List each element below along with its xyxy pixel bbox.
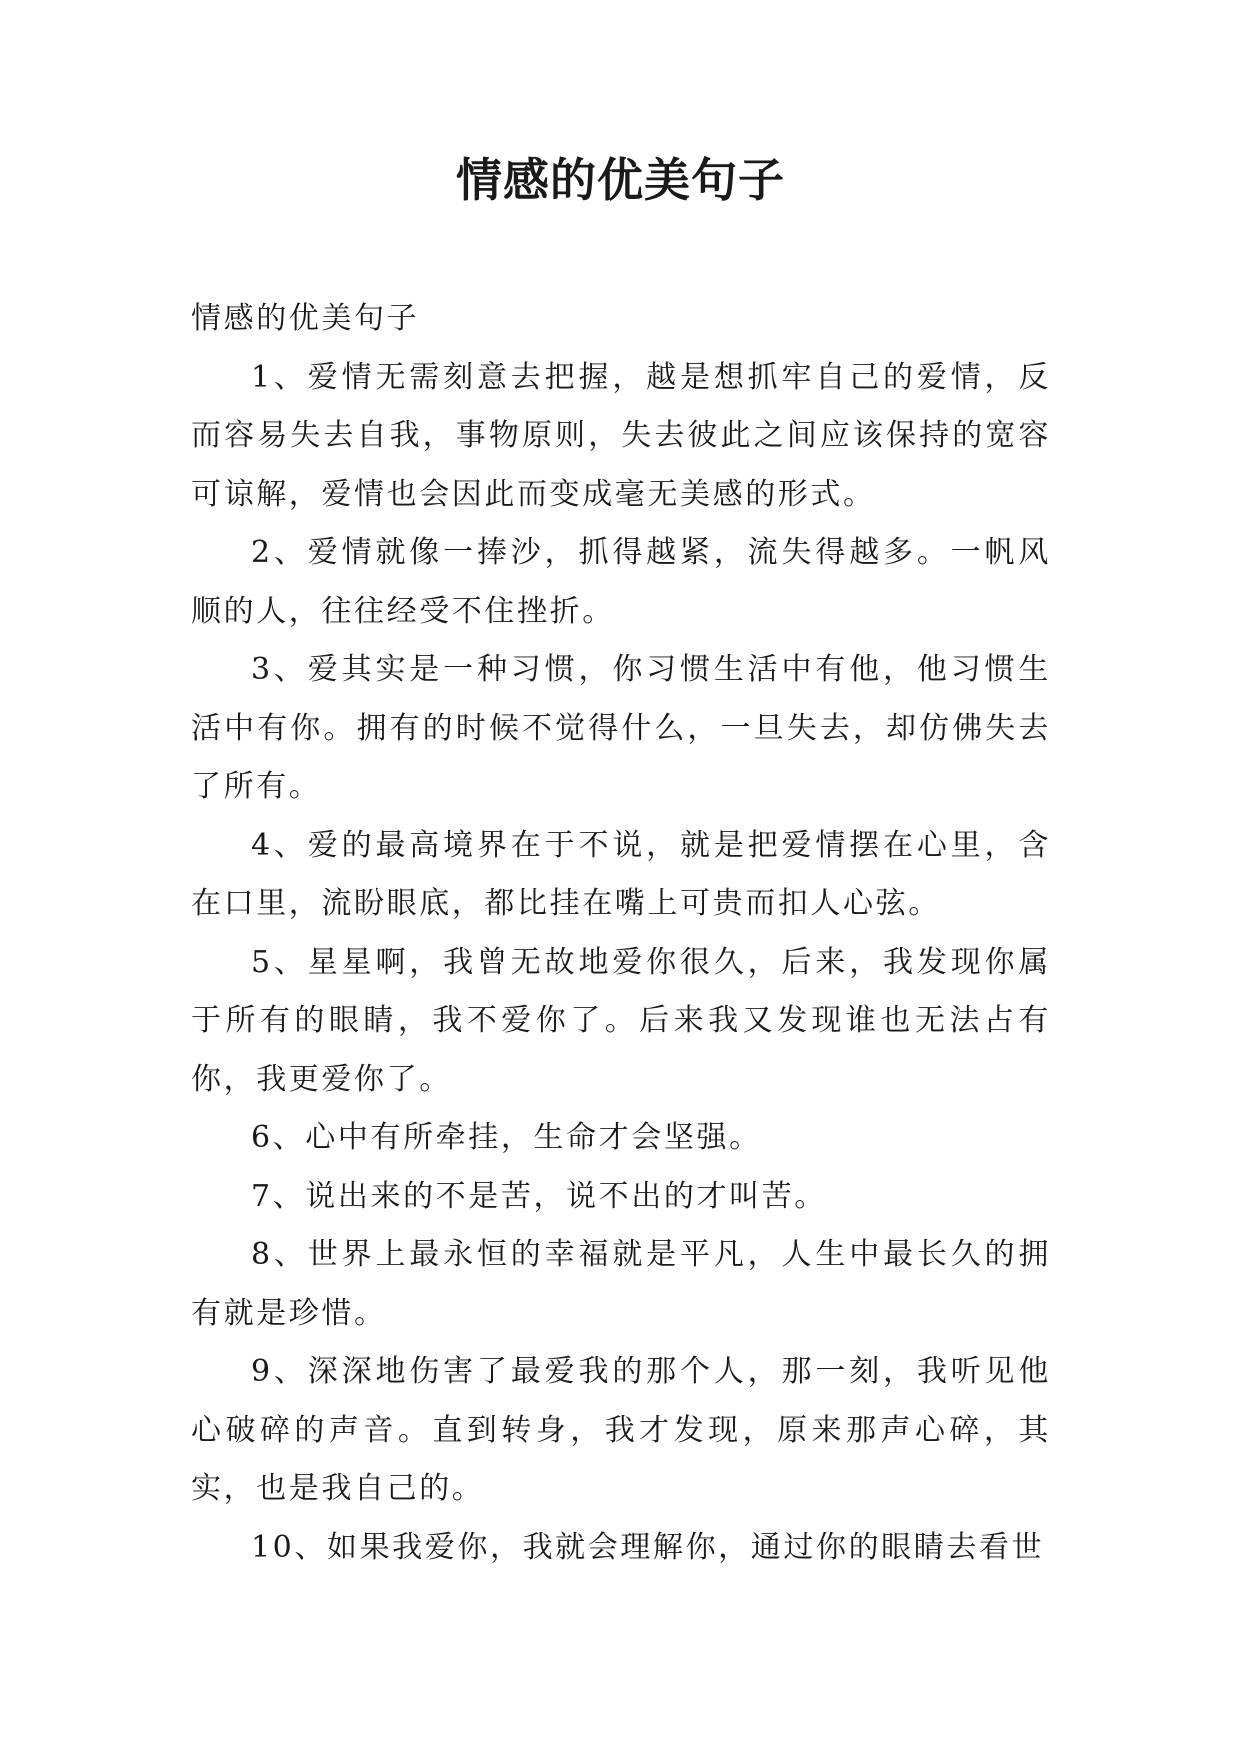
paragraph-8: 8、世界上最永恒的幸福就是平凡，人生中最长久的拥有就是珍惜。: [191, 1237, 1051, 1331]
paragraph-7: 7、说出来的不是苦，说不出的才叫苦。: [251, 1178, 827, 1214]
paragraph-1: 1、爱情无需刻意去把握，越是想抓牢自己的爱情，反而容易失去自我，事物原则，失去彼此之间应该保持的宽容可谅解，爱情也会因此而变成毫无美感的形式。: [191, 359, 1051, 512]
document-title: 情感的优美句子: [456, 153, 785, 207]
paragraph-5: 5、星星啊，我曾无故地爱你很久，后来，我发现你属于所有的眼睛，我不爱你了。后来我又发现谁也无法占有你，我更爱你了。: [191, 944, 1051, 1097]
paragraph-10: 10、如果我爱你，我就会理解你，通过你的眼睛去看世: [251, 1529, 1045, 1565]
paragraph-4: 4、爱的最高境界在于不说，就是把爱情摆在心里，含在口里，流盼眼底，都比挂在嘴上可贵而扣人心弦。: [191, 827, 1051, 921]
paragraph-2: 2、爱情就像一捧沙，抓得越紧，流失得越多。一帆风顺的人，往往经受不住挫折。: [191, 535, 1051, 629]
document-body: [191, 290, 1051, 1577]
document-subtitle: 情感的优美句子: [191, 301, 420, 336]
paragraph-9: 9、深深地伤害了最爱我的那个人，那一刻，我听见他心破碎的声音。直到转身，我才发现，原来那声心碎，其实，也是我自己的。: [191, 1354, 1051, 1506]
paragraph-3: 3、爱其实是一种习惯，你习惯生活中有他，他习惯生活中有你。拥有的时候不觉得什么，一旦失去，却仿佛失去了所有。: [191, 652, 1051, 804]
paragraph-6: 6、心中有所牵挂，生命才会坚强。: [251, 1120, 762, 1155]
